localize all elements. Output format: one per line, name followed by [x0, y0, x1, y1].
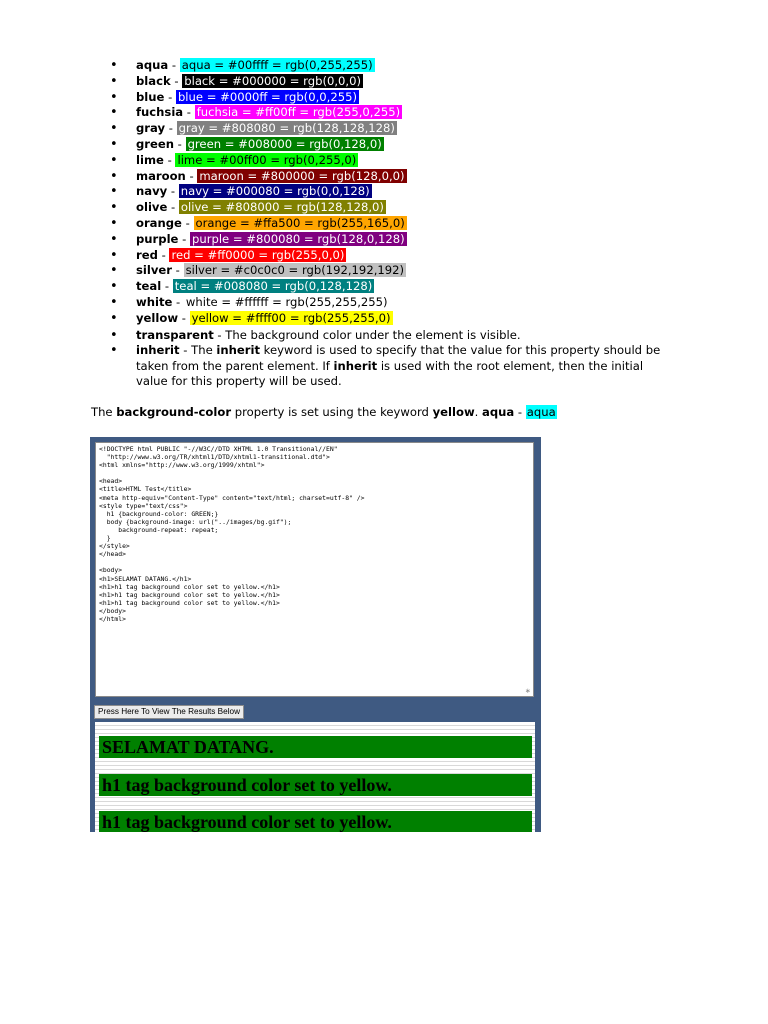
- separator: -: [170, 73, 183, 88]
- color-swatch: silver = #c0c0c0 = rgb(192,192,192): [185, 263, 405, 278]
- background-color-paragraph: [91, 404, 557, 420]
- separator: -: [167, 184, 179, 199]
- color-swatch: white = #ffffff = rgb(255,255,255): [185, 294, 388, 309]
- color-item-maroon: [110, 169, 690, 185]
- separator: -: [172, 263, 184, 278]
- color-keyword: yellow: [136, 310, 179, 325]
- color-item-navy: [110, 184, 690, 200]
- color-item-blue: [110, 90, 690, 106]
- para-keyword: yellow: [432, 405, 475, 419]
- separator: -: [163, 152, 176, 167]
- color-swatch: green = #008000 = rgb(0,128,0): [187, 136, 382, 151]
- para-text-3: .: [474, 405, 483, 419]
- result-heading: h1 tag background color set to yellow.: [99, 774, 532, 796]
- separator: -: [157, 247, 170, 262]
- color-item-black: [110, 74, 690, 90]
- separator: -: [172, 294, 184, 309]
- para-aqua-label: aqua: [482, 405, 515, 419]
- para-aqua-swatch: aqua: [526, 405, 556, 419]
- view-results-button[interactable]: Press Here To View The Results Below: [94, 705, 244, 719]
- color-keyword: olive: [136, 200, 168, 215]
- result-heading: SELAMAT DATANG.: [99, 736, 532, 758]
- color-swatch: maroon = #800000 = rgb(128,0,0): [199, 168, 405, 183]
- separator: -: [164, 89, 176, 104]
- color-keyword: white: [136, 294, 173, 309]
- result-preview: [95, 722, 535, 832]
- color-item-purple: [110, 232, 690, 248]
- separator: -: [183, 105, 195, 120]
- color-swatch: fuchsia = #ff00ff = rgb(255,0,255): [196, 105, 401, 120]
- para-property: background-color: [116, 405, 232, 419]
- color-item-olive: [110, 200, 690, 216]
- inherit-text-2: inherit: [216, 343, 260, 358]
- para-dash: -: [514, 405, 526, 419]
- color-keyword: silver: [136, 263, 172, 278]
- list-item-transparent: [110, 328, 676, 343]
- inherit-text-5: is used with the root element, then the initial value for this property will be used.: [136, 358, 644, 389]
- separator: -: [178, 310, 190, 325]
- color-swatch: teal = #008080 = rgb(0,128,128): [174, 279, 373, 294]
- color-item-green: [110, 137, 690, 153]
- color-item-gray: [110, 121, 690, 137]
- inherit-text-4: inherit: [333, 358, 378, 373]
- color-keyword: lime: [136, 152, 164, 167]
- inherit-text-1: - The: [179, 343, 217, 358]
- keyword-inherit: inherit: [136, 343, 180, 358]
- color-keyword: fuchsia: [136, 105, 184, 120]
- color-keyword: maroon: [136, 168, 186, 183]
- separator: -: [161, 279, 173, 294]
- code-editor[interactable]: [95, 442, 534, 697]
- color-item-silver: [110, 263, 690, 279]
- color-item-teal: [110, 279, 690, 295]
- color-swatch: aqua = #00ffff = rgb(0,255,255): [181, 58, 373, 72]
- separator: -: [165, 121, 177, 136]
- color-keyword: red: [136, 247, 158, 262]
- color-swatch: orange = #ffa500 = rgb(255,165,0): [195, 215, 405, 230]
- color-keyword: blue: [136, 89, 165, 104]
- para-text-2: property is set using the keyword: [231, 405, 433, 419]
- separator: -: [167, 200, 179, 215]
- inherit-text-3: keyword is used to specify that the value for this property should be taken from the parent element. If: [136, 343, 661, 373]
- color-swatch: red = #ff0000 = rgb(255,0,0): [171, 247, 345, 262]
- color-swatch: navy = #000080 = rgb(0,0,128): [180, 184, 370, 199]
- color-keyword: green: [136, 136, 174, 151]
- html-tester-panel: [90, 437, 541, 832]
- separator: -: [168, 58, 180, 72]
- separator: -: [185, 168, 198, 183]
- para-text-1: The: [91, 405, 117, 419]
- color-item-red: [110, 248, 690, 264]
- color-swatch: yellow = #ffff00 = rgb(255,255,0): [191, 310, 391, 325]
- color-keyword: aqua: [136, 58, 169, 72]
- list-item-inherit: [110, 343, 676, 389]
- color-swatch: lime = #00ff00 = rgb(0,255,0): [177, 152, 357, 167]
- keyword-transparent: transparent: [136, 328, 214, 342]
- color-swatch: purple = #800080 = rgb(128,0,128): [191, 231, 405, 246]
- transparent-description: - The background color under the element is visible.: [213, 328, 521, 342]
- separator: -: [181, 215, 194, 230]
- color-keyword: teal: [136, 279, 162, 294]
- color-swatch: olive = #808000 = rgb(128,128,0): [180, 200, 384, 215]
- color-keyword: navy: [136, 184, 168, 199]
- color-item-fuchsia: [110, 105, 690, 121]
- separator: -: [174, 136, 186, 151]
- color-item-white: [110, 295, 690, 311]
- color-keyword-list: [110, 58, 690, 327]
- color-keyword: gray: [136, 121, 166, 136]
- color-swatch: gray = #808080 = rgb(128,128,128): [178, 121, 395, 136]
- color-swatch: black = #000000 = rgb(0,0,0): [184, 73, 361, 88]
- color-keyword: purple: [136, 231, 179, 246]
- color-keyword: black: [136, 73, 171, 88]
- separator: -: [178, 231, 190, 246]
- result-heading: h1 tag background color set to yellow.: [99, 811, 532, 832]
- color-keyword: orange: [136, 215, 182, 230]
- color-item-aqua: [110, 58, 690, 74]
- color-swatch: blue = #0000ff = rgb(0,0,255): [177, 89, 357, 104]
- color-item-yellow: [110, 311, 690, 327]
- color-item-lime: [110, 153, 690, 169]
- code-text[interactable]: <!DOCTYPE html PUBLIC "-//W3C//DTD XHTML 1.0 Transitional//EN" "http://www.w3.org/TR/xhtml1/DTD/xhtml1-transitional.dtd"> <html xmlns="http://www.w3.org/1999/xhtml"> <head> <title>HTML Test</title> <meta http-equiv="Content-Type" content="text/html; charset=utf-8" /> <style type="text/css"> h1 {background-color: GREEN;} body {background-image: url("../images/bg.gif"); background-repeat: repeat; } </style> </head> <body> <h1>SELAMAT DATANG.</h1> <h1>h1 tag background color set to yellow.</h1> <h1>h1 tag background color set to yellow.</h1> <h1>h1 tag background color set to yellow.</h1> </body> </html>: [99, 445, 365, 623]
- special-values-list: [110, 328, 676, 390]
- resize-handle-icon[interactable]: ∗: [525, 687, 531, 695]
- color-item-orange: [110, 216, 690, 232]
